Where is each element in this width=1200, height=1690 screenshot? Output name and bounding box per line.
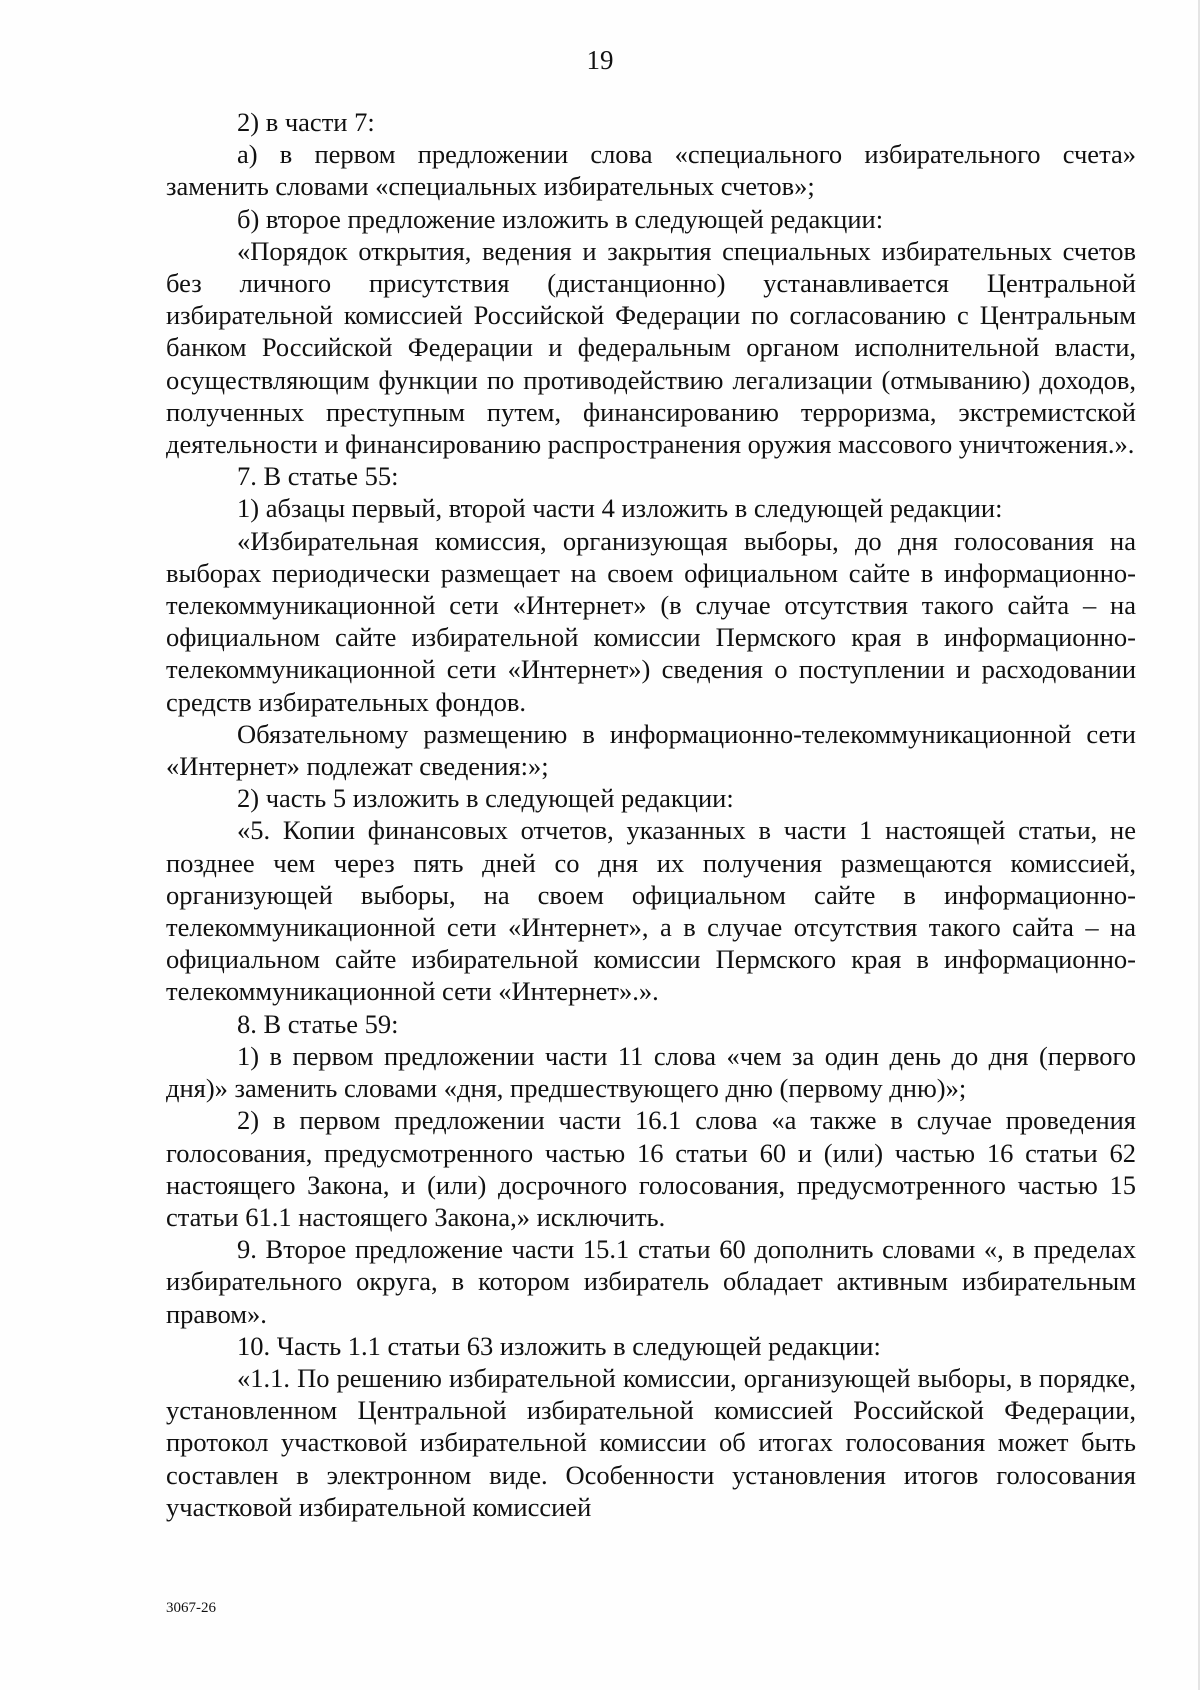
- paragraph: 2) часть 5 изложить в следующей редакции:: [237, 783, 734, 814]
- paragraph: 7. В статье 55:: [237, 461, 399, 492]
- paragraph: «5. Копии финансовых отчетов, указанных в части 1 настоящей статьи, не позднее чем через пять дней со дня их получения размещаются комиссией, организующей выборы, на своем официальном сайте в информационно-телекоммуникационной сети «Интернет», а в случае отсутствия такого сайта – на официальном сайте избирательной комиссии Пермского края в информационно-телекоммуникационной сети «Интернет».».: [166, 815, 1136, 1007]
- paragraph: 2) в первом предложении части 16.1 слова «а также в случае проведения голосования, предусмотренного частью 16 статьи 60 и (или) частью 16 статьи 62 настоящего Закона, и (или) досрочного голосования, предусмотренного частью 15 статьи 61.1 настоящего Закона,» исключить.: [166, 1105, 1136, 1232]
- document-body: [166, 106, 1136, 1523]
- paragraph: 1) в первом предложении части 11 слова «чем за один день до дня (первого дня)» заменить словами «дня, предшествующего дню (первому дню)»;: [166, 1040, 1136, 1104]
- paragraph: 8. В статье 59:: [237, 1008, 399, 1039]
- paragraph: а) в первом предложении слова «специального избирательного счета» заменить словами «специальных избирательных счетов»;: [166, 139, 1136, 202]
- paragraph: 1) абзацы первый, второй части 4 изложить в следующей редакции:: [237, 493, 1003, 524]
- paragraph: 9. Второе предложение части 15.1 статьи 60 дополнить словами «, в пределах избирательного округа, в котором избиратель обладает активным избирательным правом».: [166, 1234, 1136, 1329]
- paragraph: б) второе предложение изложить в следующей редакции:: [237, 203, 884, 234]
- document-code: 3067-26: [166, 1600, 216, 1616]
- paragraph: «Избирательная комиссия, организующая выборы, до дня голосования на выборах периодически размещает на своем официальном сайте в информационно-телекоммуникационной сети «Интернет» (в случае отсутствия такого сайта – на официальном сайте избирательной комиссии Пермского края в информационно-телекоммуникационной сети «Интернет») сведения о поступлении и расходовании средств избирательных фондов.: [166, 525, 1136, 717]
- paragraph: 2) в части 7:: [237, 107, 375, 137]
- paragraph: «1.1. По решению избирательной комиссии, организующей выборы, в порядке, установленном Центральной избирательной комиссией Российской Федерации, протокол участковой избирательной комиссии об итогах голосования может быть составлен в электронном виде. Особенности установления итогов голосования участковой избирательной комиссией: [166, 1362, 1136, 1522]
- page-number: 19: [586, 45, 614, 75]
- paragraph: Обязательному размещению в информационно-телекоммуникационной сети «Интернет» подлежат сведения:»;: [166, 718, 1136, 782]
- paragraph: 10. Часть 1.1 статьи 63 изложить в следующей редакции:: [237, 1330, 881, 1361]
- paragraph: «Порядок открытия, ведения и закрытия специальных избирательных счетов без личного присутствия (дистанционно) устанавливается Центральной избирательной комиссией Российской Федерации по согласованию с Центральным банком Российской Федерации и федеральным органом исполнительной власти, осуществляющим функции по противодействию легализации (отмыванию) доходов, полученных преступным путем, финансированию терроризма, экстремистской деятельности и финансированию распространения оружия массового уничтожения.».: [166, 235, 1136, 460]
